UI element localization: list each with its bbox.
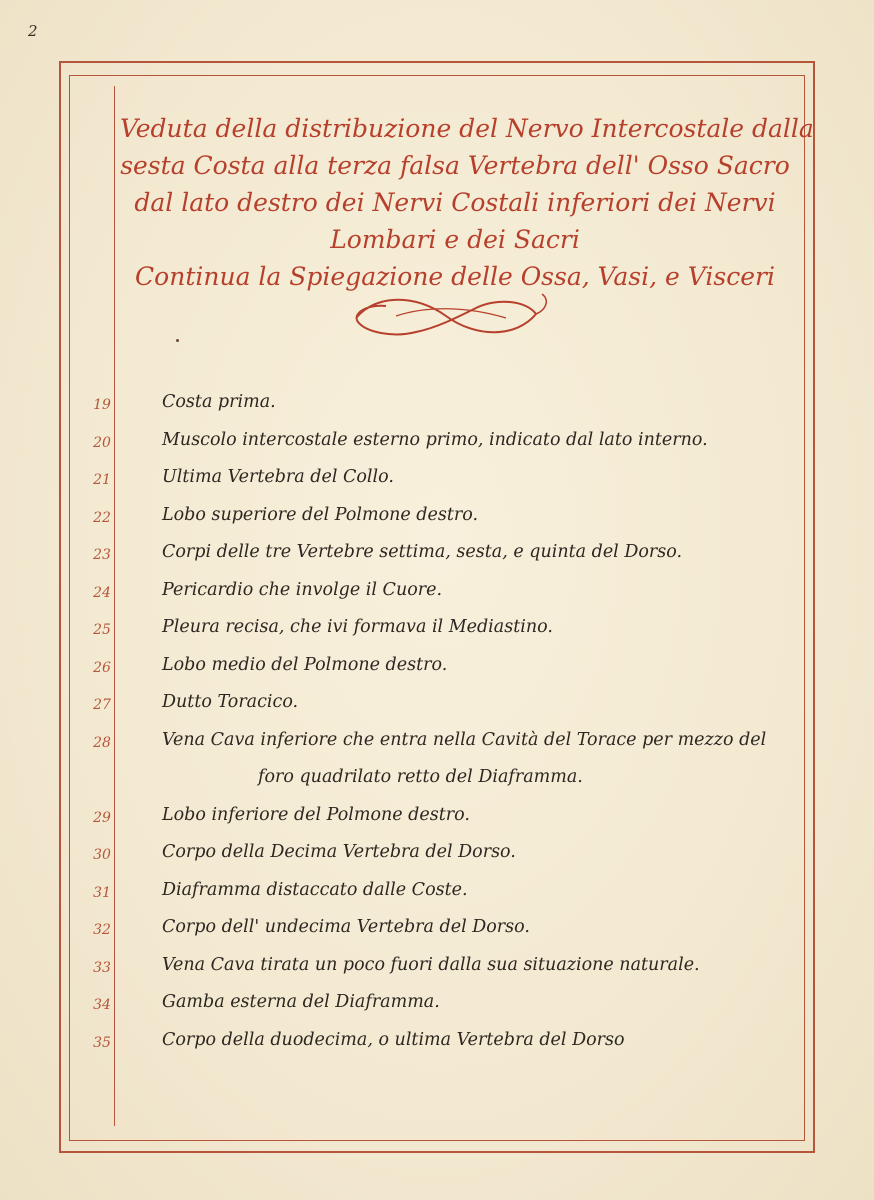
- entry-number: 20: [93, 434, 111, 451]
- ink-dot: [176, 339, 179, 342]
- entry-text-continuation: foro quadrilato retto del Diaframma.: [258, 767, 583, 787]
- entry-number: 31: [93, 884, 111, 901]
- entry-text: Ultima Vertebra del Collo.: [162, 467, 394, 487]
- title-line: Lombari e dei Sacri: [330, 225, 580, 254]
- entry-number: 33: [93, 959, 111, 976]
- entry-text: Lobo medio del Polmone destro.: [162, 654, 448, 675]
- entry-text: Corpo dell' undecima Vertebra del Dorso.: [162, 917, 530, 937]
- entry-number: 35: [93, 1034, 111, 1051]
- entry-text: Pericardio che involge il Cuore.: [162, 579, 443, 600]
- entry-number: 23: [93, 547, 111, 563]
- subtitle-line: Continua la Spiegazione delle Ossa, Vasi, e Visceri: [135, 262, 775, 291]
- entry-text: Muscolo intercostale esterno primo, indicato dal lato interno.: [162, 429, 708, 450]
- entry-text: Gamba esterna del Diaframma.: [162, 992, 440, 1012]
- entry-number: 26: [93, 659, 111, 676]
- entry-text: Vena Cava tirata un poco fuori dalla sua situazione naturale.: [162, 954, 700, 975]
- entry-number: 28: [93, 734, 111, 751]
- entry-text: Lobo superiore del Polmone destro.: [162, 504, 479, 525]
- entry-text: Corpi delle tre Vertebre settima, sesta, e quinta del Dorso.: [162, 542, 683, 562]
- entry-text: Costa prima.: [162, 392, 276, 412]
- title-line: dal lato destro dei Nervi Costali inferiori dei Nervi: [134, 188, 776, 217]
- page-title: [120, 110, 814, 295]
- entry-text: Corpo della Decima Vertebra del Dorso.: [162, 842, 516, 862]
- entry-text: Pleura recisa, che ivi formava il Mediastino.: [162, 617, 553, 637]
- entry-text: Vena Cava inferiore che entra nella Cavità del Torace per mezzo del: [162, 729, 767, 750]
- entry-text: Diaframma distaccato dalle Coste.: [162, 879, 468, 900]
- entry-number: 34: [93, 997, 111, 1013]
- entry-number: 30: [93, 847, 111, 863]
- entry-number: 24: [93, 584, 111, 601]
- entry-number: 27: [93, 697, 111, 713]
- entry-text: Lobo inferiore del Polmone destro.: [162, 804, 470, 825]
- entry-number: 19: [93, 397, 111, 413]
- entry-number: 32: [93, 922, 111, 938]
- calligraphic-flourish-icon: [336, 286, 556, 346]
- title-line: sesta Costa alla terza falsa Vertebra dell' Osso Sacro: [120, 151, 790, 180]
- title-line: Veduta della distribuzione del Nervo Intercostale dalla: [120, 114, 814, 143]
- entry-text: Corpo della duodecima, o ultima Vertebra del Dorso: [162, 1029, 625, 1050]
- entry-number: 29: [93, 809, 111, 826]
- entry-text: Dutto Toracico.: [162, 692, 299, 712]
- entry-number: 22: [93, 509, 111, 526]
- entry-number: 21: [93, 472, 111, 488]
- page-number: 2: [28, 22, 38, 40]
- entry-number: 25: [93, 622, 111, 638]
